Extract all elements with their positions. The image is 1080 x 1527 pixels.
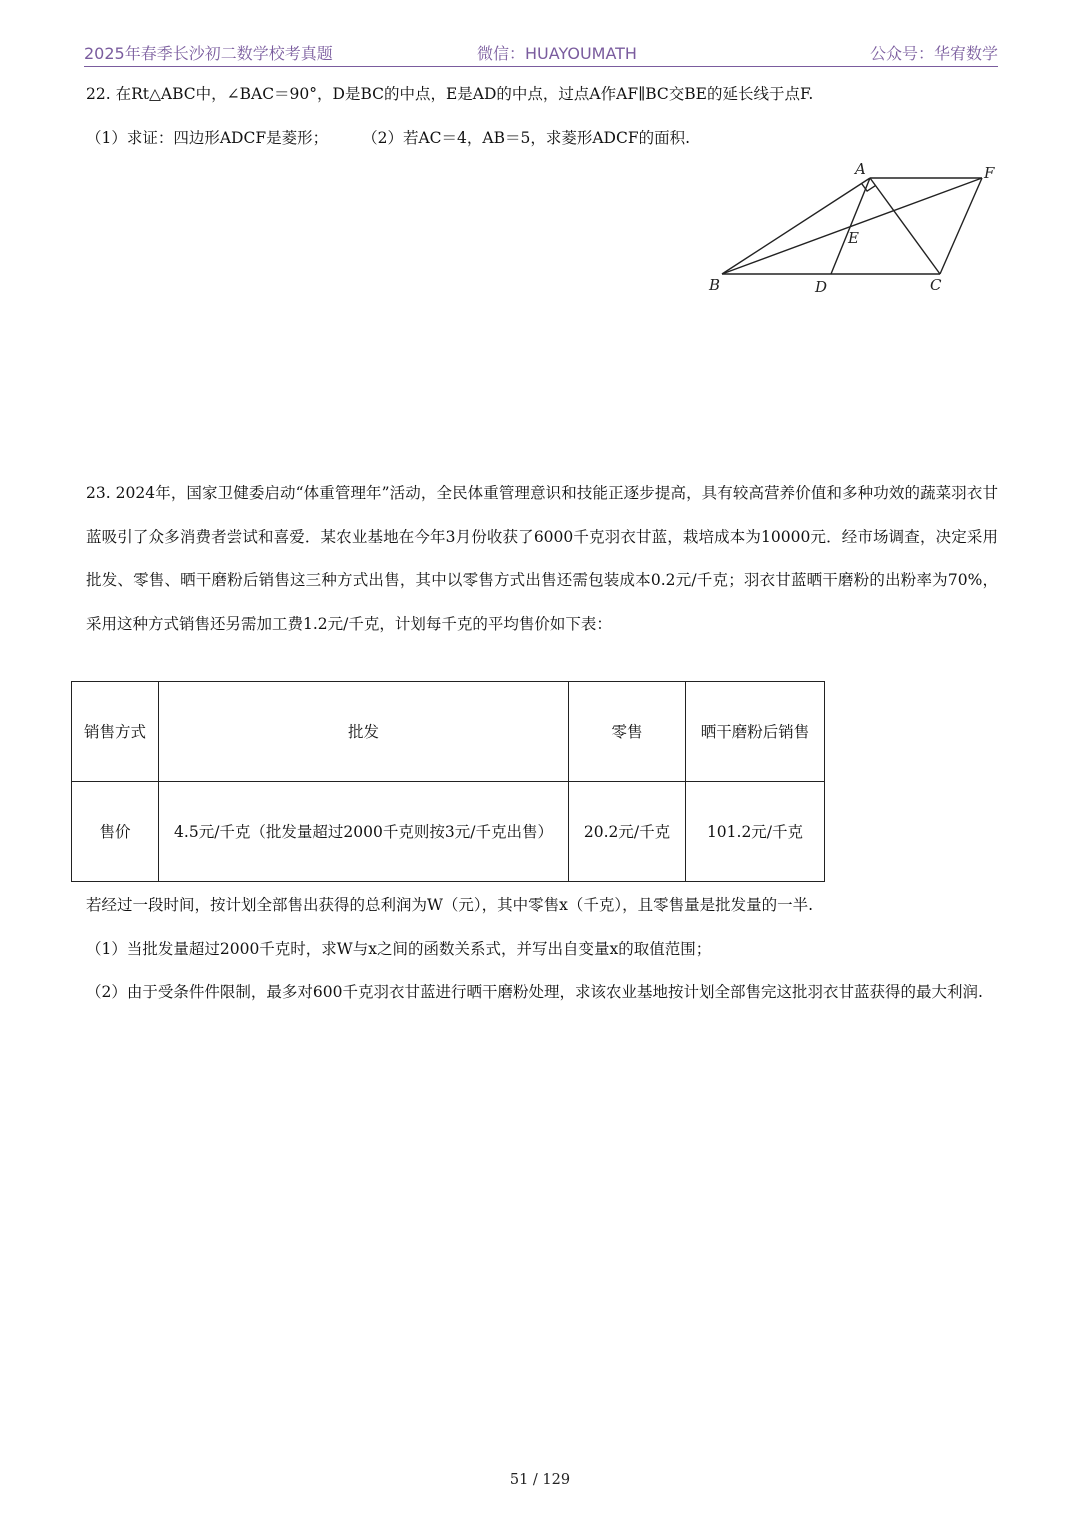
question-23-part1: （1）当批发量超过2000千克时，求W与x之间的函数关系式，并写出自变量x的取值范围； xyxy=(86,939,712,958)
label-a: A xyxy=(855,160,866,178)
right-angle-mark xyxy=(862,184,876,192)
question-22-part1: （1）求证：四边形ADCF是菱形； xyxy=(86,129,329,147)
header-wechat: 微信：HUAYOUMATH xyxy=(477,44,637,63)
table-cell: 20.2元/千克 xyxy=(569,782,686,882)
table-row xyxy=(72,782,825,882)
header-title: 2025年春季长沙初二数学校考真题 xyxy=(84,44,333,63)
segment-bf xyxy=(722,178,982,274)
label-f: F xyxy=(984,164,995,182)
segment-ad xyxy=(831,178,870,274)
page-header xyxy=(84,40,998,67)
segment-ba xyxy=(722,178,870,274)
question-23-tail xyxy=(86,884,1016,1015)
label-c: C xyxy=(930,276,942,294)
table-cell: 售价 xyxy=(72,782,159,882)
table-cell: 销售方式 xyxy=(72,682,159,782)
table-cell: 4.5元/千克（批发量超过2000千克则按3元/千克出售） xyxy=(159,782,569,882)
label-d: D xyxy=(815,278,828,296)
rhombus-figure xyxy=(700,150,1010,300)
table-cell: 101.2元/千克 xyxy=(686,782,825,882)
table-cell: 零售 xyxy=(569,682,686,782)
price-table xyxy=(71,681,825,882)
label-b: B xyxy=(709,276,721,294)
header-account: 公众号：华宥数学 xyxy=(869,44,998,63)
question-22-parts xyxy=(86,124,690,152)
segment-ac xyxy=(870,178,940,274)
question-22-stem: 22. 在Rt△ABC中，∠BAC＝90°，D是BC的中点，E是AD的中点，过点A作AF∥BC交BE的延长线于点F. xyxy=(86,85,814,103)
table-cell: 批发 xyxy=(159,682,569,782)
label-e: E xyxy=(848,229,859,247)
question-23-stem: 23. 2024年，国家卫健委启动“体重管理年”活动，全民体重管理意识和技能正逐步提高，具有较高营养价值和多种功效的蔬菜羽衣甘蓝吸引了众多消费者尝试和喜爱．某农业基地在今年3月份收获了6000千克羽衣甘蓝，栽培成本为10000元．经市场调查，决定采用批发、零售、晒干磨粉后销售这三种方式出售，其中以零售方式出售还需包装成本0.2元/千克；羽衣甘蓝晒干磨粉的出粉率为70%，采用这种方式销售还另需加工费1.2元/千克，计划每千克的平均售价如下表： xyxy=(86,484,998,633)
question-23-part2: （2）由于受条件件限制，最多对600千克羽衣甘蓝进行晒干磨粉处理，求该农业基地按计划全部售完这批羽衣甘蓝获得的最大利润. xyxy=(86,983,983,1001)
table-header-row xyxy=(72,682,825,782)
segment-fc xyxy=(940,178,982,274)
geometry-diagram xyxy=(700,150,1010,300)
question-23-condition: 若经过一段时间，按计划全部售出获得的总利润为W（元），其中零售x（千克），且零售量是批发量的一半. xyxy=(86,896,814,914)
table-cell: 晒干磨粉后销售 xyxy=(686,682,825,782)
page-number: 51 / 129 xyxy=(509,1472,571,1488)
question-22-part2: （2）若AC＝4，AB＝5，求菱形ADCF的面积. xyxy=(362,129,690,147)
